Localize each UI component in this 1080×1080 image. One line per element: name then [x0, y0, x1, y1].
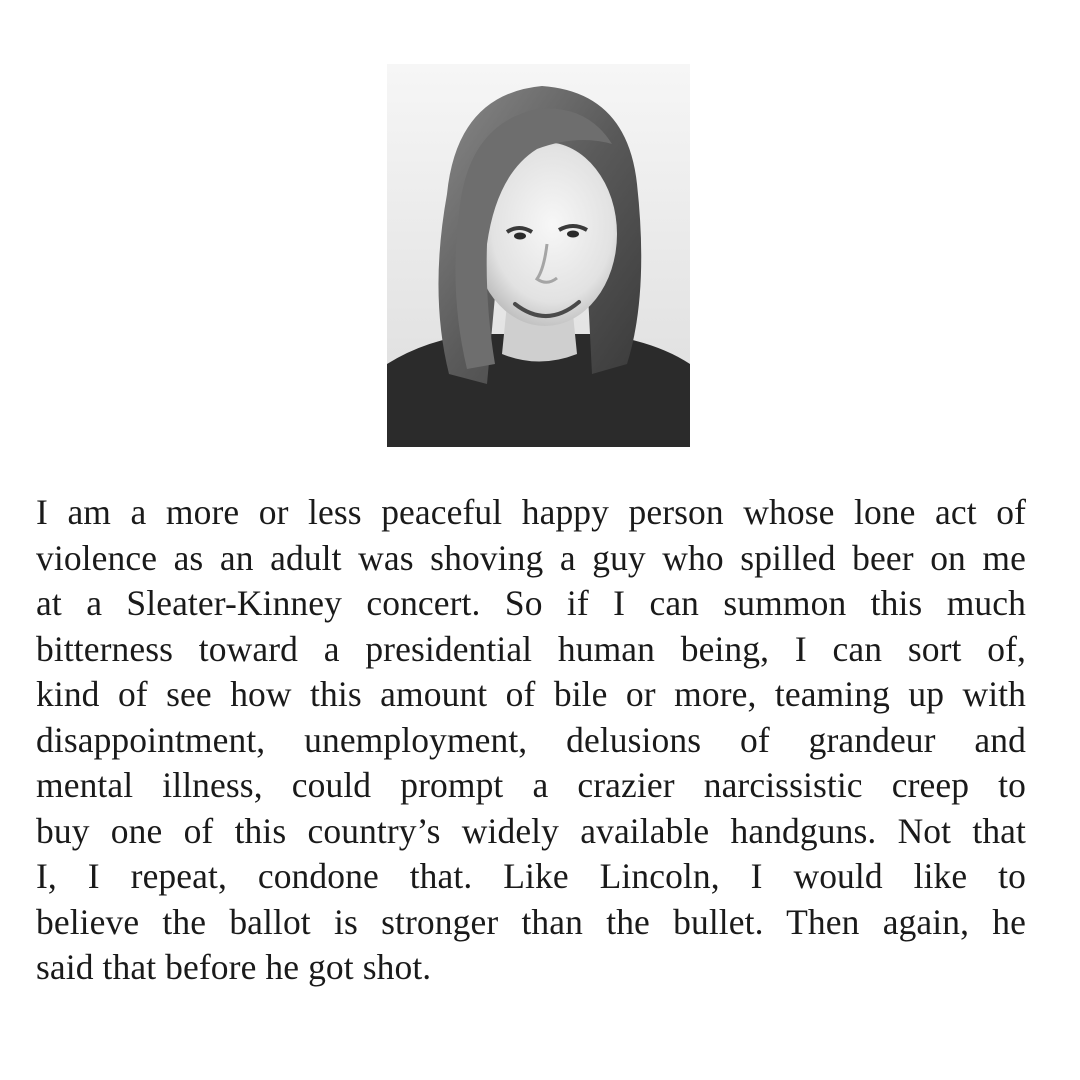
passage-line: I am a more or less peaceful happy person whose lone act of: [36, 492, 1026, 532]
passage-line: disappointment, unemployment, delusions of grandeur and: [36, 719, 1026, 760]
author-photo: [387, 64, 690, 447]
passage-text: [36, 490, 1026, 991]
passage-line: violence as an adult was shoving a guy who spilled beer on me: [36, 537, 1026, 578]
passage-line: kind of see how this amount of bile or more, teaming up with: [36, 674, 1026, 714]
passage-line: bitterness toward a presidential human being, I can sort of,: [36, 628, 1026, 669]
passage-line: at a Sleater-Kinney concert. So if I can summon this much: [36, 583, 1026, 623]
passage-line: mental illness, could prompt a crazier narcissistic creep to: [36, 765, 1026, 805]
passage-line: said that before he got shot.: [36, 947, 432, 987]
passage-line: believe the ballot is stronger than the bullet. Then again, he: [36, 901, 1026, 942]
passage-line: buy one of this country’s widely available handguns. Not that: [36, 810, 1026, 851]
passage-line: I, I repeat, condone that. Like Lincoln, I would like to: [36, 856, 1026, 896]
